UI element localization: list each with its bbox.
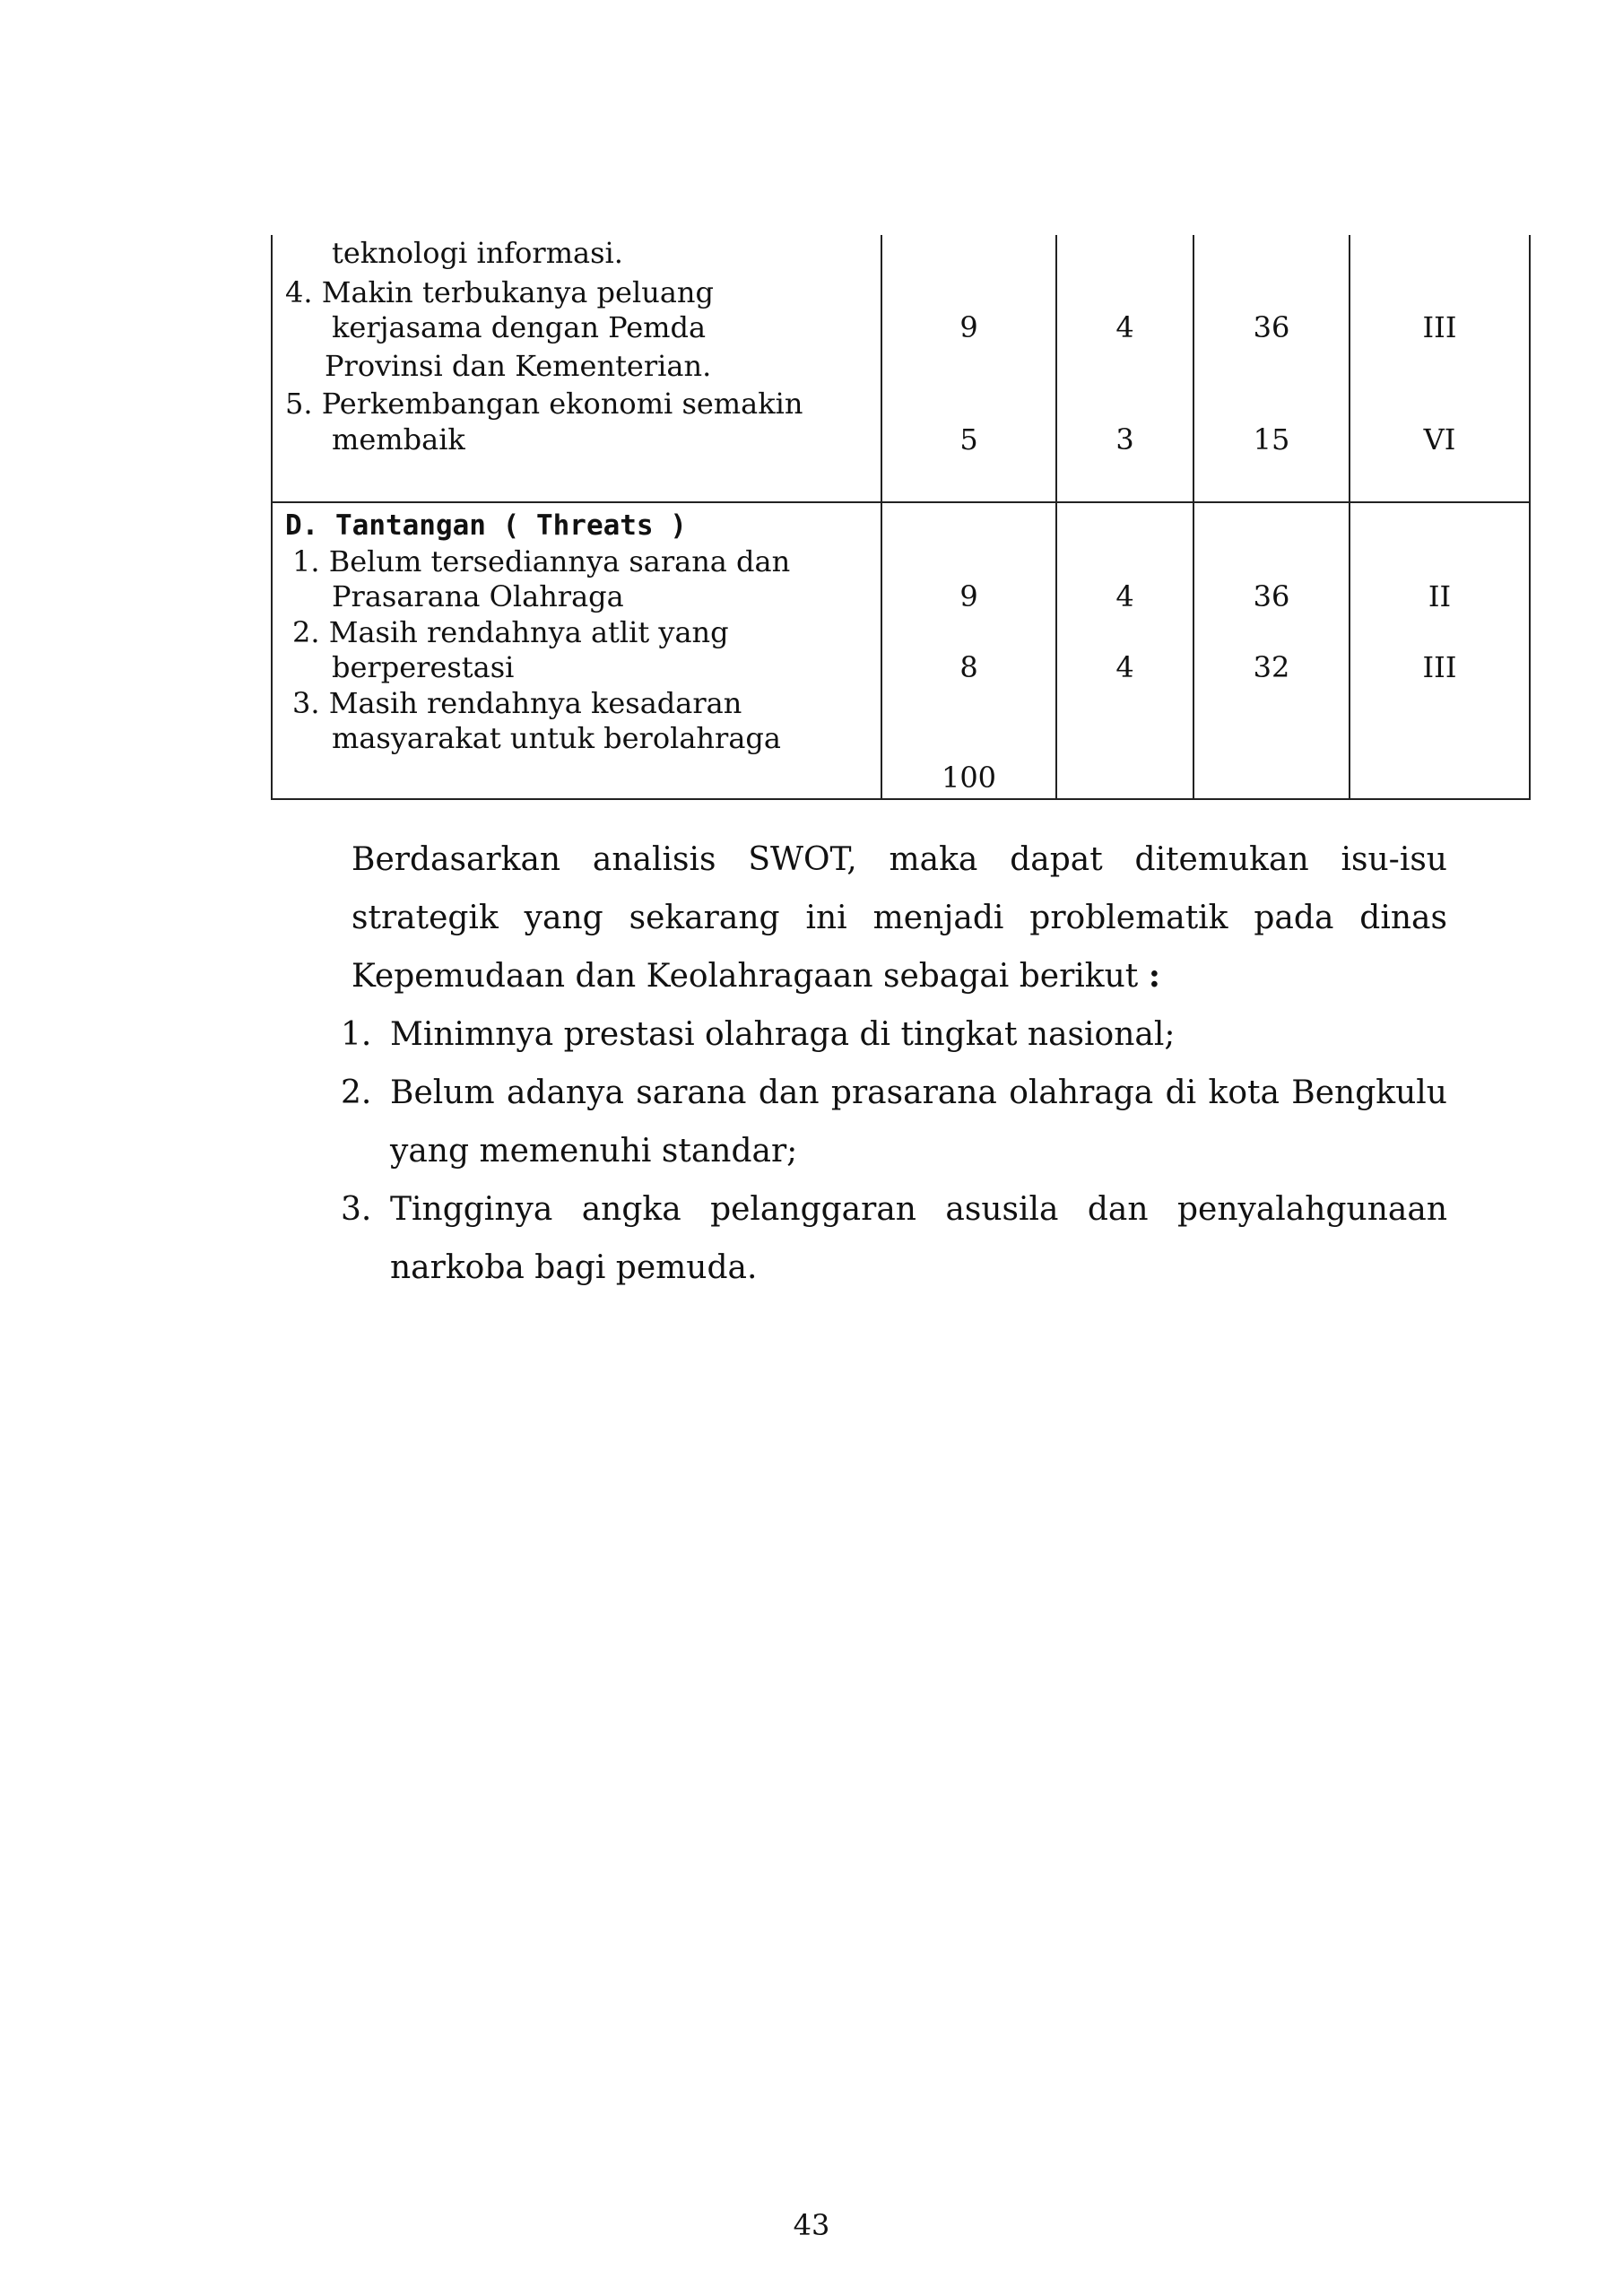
threats-heading: D. Tantangan ( Threats ) (285, 509, 687, 542)
opportunity-4-value-4: III (1422, 310, 1457, 344)
swot-table (271, 235, 1531, 800)
list-marker: 1. (341, 1016, 372, 1053)
threat-1-value-4: II (1428, 579, 1452, 613)
list-marker: 2. (341, 1074, 372, 1111)
threat-1-line-1: 1. Belum tersediannya sarana dan (292, 544, 791, 578)
table-border-bottom (271, 798, 1531, 800)
opportunity-4-value-2: 4 (1115, 310, 1134, 344)
table-border-right (1529, 235, 1531, 800)
opportunity-5-value-4: VI (1423, 422, 1456, 457)
threat-1-value-2: 4 (1115, 579, 1134, 613)
opportunity-4-value-1: 9 (959, 310, 978, 344)
threat-1-line-2: Prasarana Olahraga (332, 579, 624, 613)
list-item (341, 1180, 1447, 1297)
threat-3-line-2: masyarakat untuk berolahraga (332, 721, 781, 755)
threat-2-value-2: 4 (1115, 650, 1134, 684)
list-text: Tingginya angka pelanggaran asusila dan penyalahgunaan narkoba bagi pemuda. (390, 1191, 1447, 1286)
table-row-separator (271, 501, 1531, 503)
opportunity-4-line-1: 4. Makin terbukanya peluang (285, 275, 714, 309)
opportunity-4-value-3: 36 (1253, 310, 1290, 344)
table-border-left (271, 235, 273, 800)
page-number: 43 (793, 2208, 830, 2242)
threat-2-line-2: berperestasi (332, 650, 515, 684)
list-item (341, 1005, 1447, 1064)
opportunity-5-value-3: 15 (1253, 422, 1290, 457)
intro-paragraph (352, 831, 1447, 1005)
list-text: Minimnya prestasi olahraga di tingkat nasional; (390, 1016, 1176, 1053)
threat-2-value-4: III (1422, 650, 1457, 684)
threat-1-value-3: 36 (1253, 579, 1290, 613)
opportunity-cont-line: teknologi informasi. (332, 236, 623, 270)
opportunity-4-line-3: Provinsi dan Kementerian. (325, 349, 712, 383)
threat-1-value-1: 9 (959, 579, 978, 613)
intro-text: Berdasarkan analisis SWOT, maka dapat ditemukan isu-isu strategik yang sekarang ini menjadi problematik pada dinas Kepemudaan dan Keolahragaan sebagai berikut (352, 841, 1447, 995)
opportunity-5-line-1: 5. Perkembangan ekonomi semakin (285, 387, 803, 421)
threat-3-line-1: 3. Masih rendahnya kesadaran (292, 686, 742, 720)
intro-colon: : (1148, 957, 1161, 995)
threat-2-value-1: 8 (959, 650, 978, 684)
threat-2-value-3: 32 (1253, 650, 1290, 684)
threat-2-line-1: 2. Masih rendahnya atlit yang (292, 615, 729, 649)
total-value: 100 (941, 761, 997, 795)
list-text: Belum adanya sarana dan prasarana olahraga di kota Bengkulu yang memenuhi standar; (390, 1074, 1447, 1170)
opportunity-5-value-2: 3 (1115, 422, 1134, 457)
opportunity-5-line-2: membaik (332, 422, 465, 457)
opportunity-5-value-1: 5 (959, 422, 978, 457)
list-item (341, 1064, 1447, 1180)
opportunity-4-line-2: kerjasama dengan Pemda (332, 310, 707, 344)
list-marker: 3. (341, 1191, 372, 1228)
